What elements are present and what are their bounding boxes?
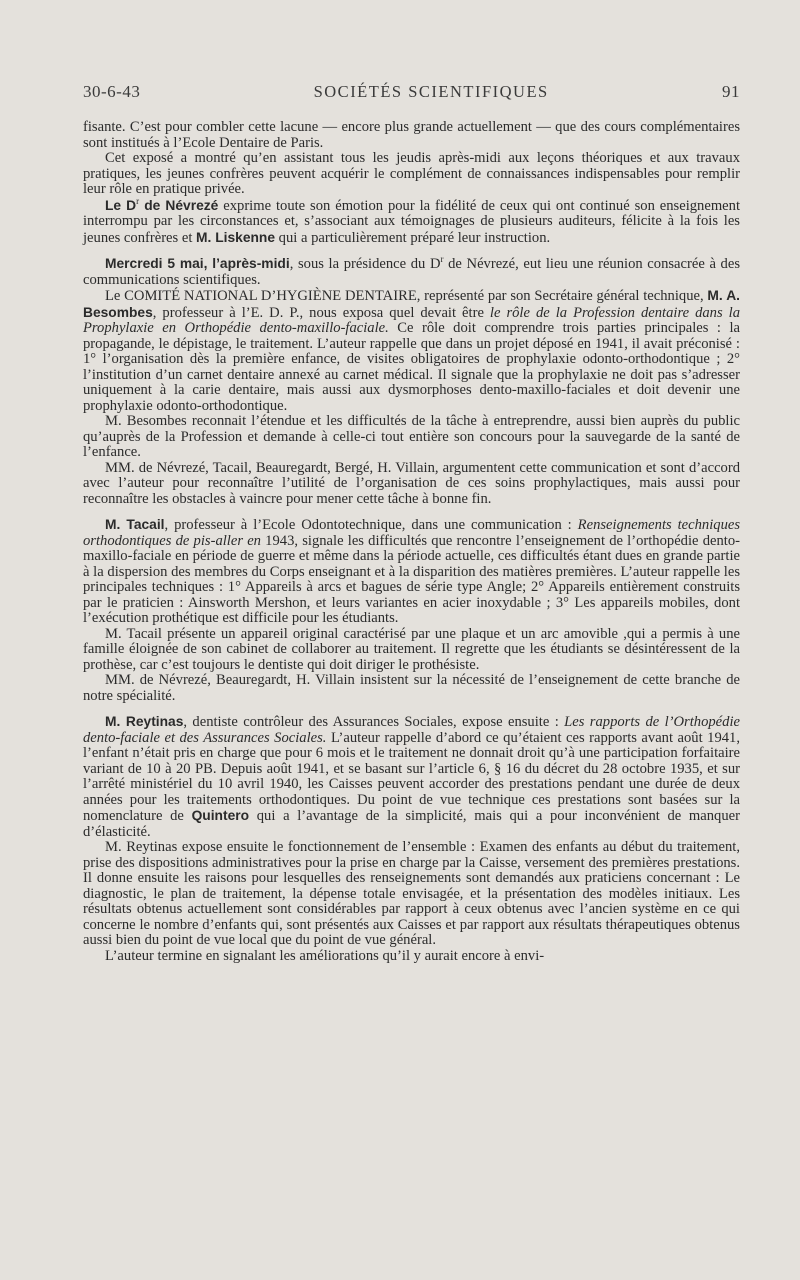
text-run: , professeur à l’E. D. P., nous exposa quel devait être: [152, 304, 490, 321]
paragraph: [83, 627, 740, 674]
paragraph: [83, 949, 740, 965]
paragraph: [83, 288, 740, 414]
bold-name: de Névrezé: [139, 197, 219, 213]
text-run: L’auteur termine en signalant les améliorations qu’il y aurait encore à envi-: [105, 947, 545, 964]
italic-title: le rôle de la Profession dentaire dans la Prophylaxie en Orthopédie dento-maxillo-faciale.: [83, 304, 741, 336]
text-run: MM. de Névrezé, Tacail, Beauregardt, Bergé, H. Villain, argumentent cette communication et sont d’accord avec l’auteur pour reconnaître l’utilité de l’organisation de ces soins prophylactiques, mais aussi pour reconnaître les obstacles à vaincre pour mener cette tâche à bonne fin.: [83, 459, 740, 507]
text-run: M. Besombes reconnait l’étendue et les difficultés de la tâche à entreprendre, aussi bien auprès du public qu’auprès de la Profession et demande à celle-ci tout entière son concours pour la sauvegarde de la santé de l’enfance.: [83, 413, 740, 460]
bold-name: M. A. Besombes: [83, 288, 740, 320]
text-run: qui a l’avantage de la simplicité, mais qui a pour inconvénient de manquer d’élasticité.: [83, 808, 740, 840]
paragraph: [83, 414, 740, 461]
paragraph: [83, 714, 740, 840]
text-run: M. Tacail présente un appareil original caractérisé par une plaque et un arc amovible ,qui a permis à une famille éloignée de son cabinet de collaborer au traitement. Il regrette que les étudiants se désintéressent de la prothèse, car c’est toujours le dentiste qui doit diriger le prothésiste.: [83, 625, 740, 673]
text-run: L’auteur rappelle d’abord ce qu’étaient ces rapports avant août 1941, l’enfant n’était pris en charge que pour 6 mois et le traitement ne donnait droit qu’à une participation forfaitaire variant de 10 à 20 PB. Depuis août 1941, et se basant sur l’article 6, § 16 du décret du 28 octobre 1935, et sur l’arrêté ministériel du 10 avril 1940, les Caisses peuvent accorder des prestations pendant une durée de deux années pour les traitements orthodontiques. Du point de vue technique ces prestations sont basées sur la nomenclature de: [83, 729, 740, 824]
paragraph: [83, 840, 740, 949]
text-run: Ce rôle doit comprendre trois parties principales : la propagande, le dépistage, le traitement. L’auteur rappelle que dans un projet déposé en 1941, il avait préconisé : 1° l’organisation dès la première enfance, de visites obligatoires de prophylaxie odonto-orthodontique ; 2° l’institution d’un carnet dentaire annexé au carnet médical. Il signale que la prophylaxie ne doit pas s’adresser uniquement à la carie dentaire, mais aussi aux dysmorphoses dento-maxillo-faciales et doit devenir une prophylaxie odonto-orthodontique.: [83, 320, 741, 414]
paragraph: [83, 195, 741, 247]
paragraph: [83, 151, 740, 198]
bold-name: Mercredi 5 mai, l’après-midi: [105, 256, 290, 271]
text-run: M. Reytinas expose ensuite le fonctionnement de l’ensemble : Examen des enfants au début du traitement, prise des dispositions administratives pour la prise en charge par la Caisse, versement des premières prestations. Il donne ensuite les raisons pour lesquelles des renseignements sont demandés aux praticiens concernant : Le diagnostic, le plan de traitement, la dépense totale envisagée, et la présentation des modèles initiaux. Les résultats obtenus actuellement sont considérables par rapport à ceux obtenus avec l’ancien système en ce qui concerne le nombre d’enfants qui, sont présentés aux Caisses et par rapport aux résultats thérapeutiques obtenus aussi bien du point de vue local que du point de vue général.: [83, 839, 740, 948]
text-run: Cet exposé a montré qu’en assistant tous les jeudis après-midi aux leçons théoriques et aux travaux pratiques, les jeunes confrères peuvent acquérir le complément de connaissances indispensables pour remplir leur rôle en pratique privée.: [83, 150, 740, 197]
text-run: 1943, signale les difficultés que rencontre l’enseignement de l’orthopédie dento-maxillo-faciale en période de guerre et même dans la période actuelle, ces difficultés étant dues en grande partie à la dispersion des membres du Corps enseignant et à la disparition des matières premières. L’auteur rappelle les principales techniques : 1° Appareils à arcs et bagues de série type Angle; 2° Appareils entièrement construits par le praticien : Ainsworth Mershon, et leurs variantes en acier inoxydable ; 3° Les appareils mobiles, dont l’exécution prothétique est difficile pour les étudiants.: [83, 532, 740, 626]
text-run: de Névrezé, eut lieu une réunion consacrée à des communications scientifiques.: [83, 256, 741, 288]
body-text: [83, 120, 740, 964]
text-run: fisante. C’est pour combler cette lacune — encore plus grande actuellement — que des cours complémentaires sont institués à l’Ecole Dentaire de Paris.: [83, 119, 740, 151]
paragraph: [83, 673, 740, 704]
text-run: , sous la présidence du D: [289, 256, 441, 272]
running-header: [83, 82, 740, 102]
bold-name: Le D: [105, 197, 137, 213]
superscript: r: [136, 195, 140, 206]
italic-title: Renseignements techniques orthodontiques de pis-aller en: [83, 517, 741, 549]
bold-name: M. Reytinas: [105, 714, 184, 729]
bold-name: M. Tacail: [105, 517, 165, 532]
header-date: 30-6-43: [83, 82, 141, 101]
text-run: qui a particulièrement préparé leur instruction.: [275, 229, 551, 246]
text-run: Le COMITÉ NATIONAL D’HYGIÈNE DENTAIRE, représenté par son Secrétaire général technique,: [105, 288, 708, 304]
header-title: SOCIÉTÉS SCIENTIFIQUES: [313, 82, 549, 101]
superscript: r: [440, 254, 444, 265]
text-run: , dentiste contrôleur des Assurances Sociales, expose ensuite :: [183, 714, 565, 730]
page-number: 91: [722, 82, 740, 101]
paragraph: [83, 120, 740, 151]
text-run: , professeur à l’Ecole Odontotechnique, dans une communication :: [164, 517, 578, 533]
bold-name: Quintero: [191, 808, 250, 823]
paragraph: [83, 256, 740, 288]
italic-title: Les rapports de l’Orthopédie dento-faciale et des Assurances Sociales.: [83, 714, 740, 746]
paragraph: [83, 517, 740, 627]
text-run: exprime toute son émotion pour la fidélité de ceux qui ont continué son enseignement interrompu par les circonstances et, s’associant aux témoignages de plusieurs auditeurs, félicite à la fois les jeunes confrères et: [83, 197, 741, 246]
paragraph: [83, 461, 740, 508]
bold-name: M. Liskenne: [196, 229, 276, 245]
text-run: MM. de Névrezé, Beauregardt, H. Villain insistent sur la nécessité de l’enseignement de cette branche de notre spécialité.: [83, 672, 740, 704]
